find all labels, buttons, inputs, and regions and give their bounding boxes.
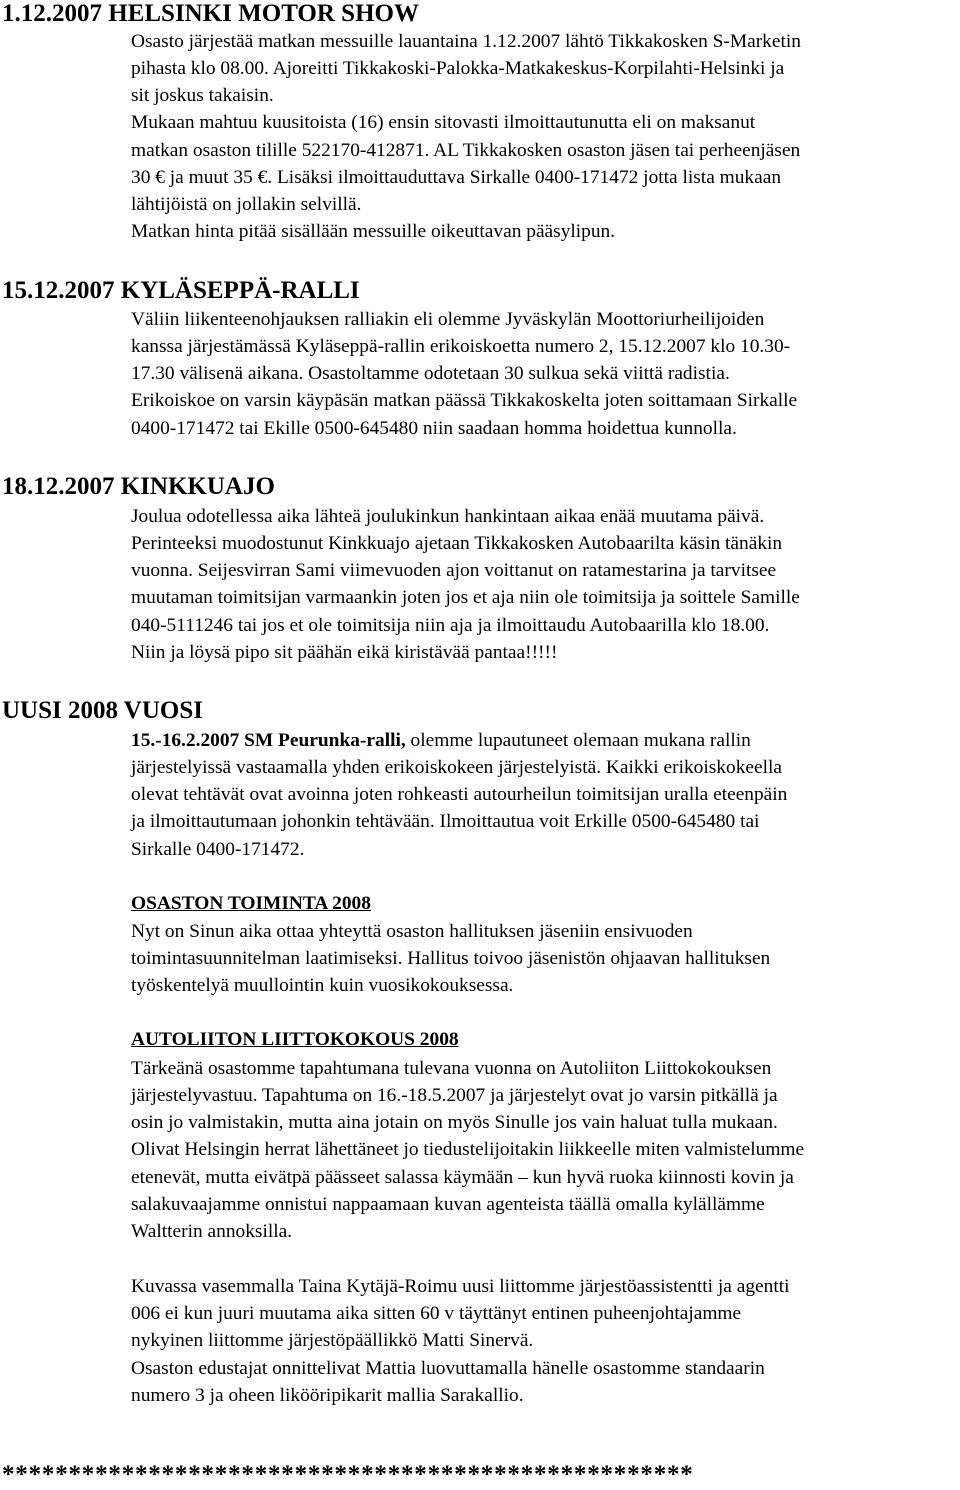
paragraph-line: Mukaan mahtuu kuusitoista (16) ensin sitovasti ilmoittautunutta eli on maksanut (131, 112, 756, 133)
event-text: olemme lupautuneet olemaan mukana rallin (405, 730, 751, 751)
paragraph-line: numero 3 ja oheen likööripikarit mallia Sarakallio. (131, 1385, 524, 1406)
paragraph-line: olevat tehtävät ovat avoinna joten rohkeasti autourheilun toimitsijan uralla eteenpäin (131, 784, 788, 805)
section-heading-uusi-vuosi: UUSI 2008 VUOSI (2, 697, 203, 724)
paragraph-line: nykyinen liittomme järjestöpäällikkö Matti Sinervä. (131, 1330, 534, 1351)
paragraph-line: Joulua odotellessa aika lähteä joulukinkun hankintaan aikaa enää muutama päivä. (131, 506, 765, 527)
paragraph-line: Tärkeänä osastomme tapahtumana tulevana vuonna on Autoliiton Liittokokouksen (131, 1058, 772, 1079)
paragraph-line: Osaston edustajat onnittelivat Mattia luovuttamalla hänelle osastomme standaarin (131, 1358, 765, 1379)
paragraph-line: Väliin liikenteenohjauksen ralliakin eli olemme Jyväskylän Moottoriurheilijoiden (131, 309, 765, 330)
subsection-heading-liittokokous: AUTOLIITON LIITTOKOKOUS 2008 (131, 1029, 459, 1050)
paragraph-line: Nyt on Sinun aika ottaa yhteyttä osaston hallituksen jäseniin ensivuoden (131, 921, 693, 942)
asterisk-separator: **************************************************** (2, 1461, 694, 1488)
section-heading-kinkkuajo: 18.12.2007 KINKKUAJO (2, 473, 275, 500)
paragraph-line: Erikoiskoe on varsin käypäsän matkan päässä Tikkakoskelta joten soittamaan Sirkalle (131, 390, 798, 411)
paragraph-line: Osasto järjestää matkan messuille lauantaina 1.12.2007 lähtö Tikkakosken S-Marketin (131, 31, 801, 52)
paragraph-line: Sirkalle 0400-171472. (131, 839, 305, 860)
event-title: 15.-16.2.2007 SM Peurunka-ralli, (131, 730, 406, 751)
paragraph-line: järjestelyvastuu. Tapahtuma on 16.-18.5.2007 ja järjestelyt ovat jo varsin pitkällä ja (131, 1085, 778, 1106)
paragraph-line: 30 € ja muut 35 €. Lisäksi ilmoittauduttava Sirkalle 0400-171472 jotta lista mukaan (131, 167, 782, 188)
paragraph-line: 0400-171472 tai Ekille 0500-645480 niin saadaan homma hoidettua kunnolla. (131, 418, 737, 439)
paragraph-line: 040-5111246 tai jos et ole toimitsija niin aja ja ilmoittaudu Autobaarilla klo 18.00. (131, 615, 770, 636)
paragraph-line (131, 727, 751, 754)
paragraph-line: Perinteeksi muodostunut Kinkkuajo ajetaan Tikkakosken Autobaarilta käsin tänäkin (131, 533, 783, 554)
paragraph-line: 17.30 välisenä aikana. Osastoltamme odotetaan 30 sulkua sekä viittä radistia. (131, 363, 730, 384)
paragraph-line: Matkan hinta pitää sisällään messuille oikeuttavan pääsylipun. (131, 221, 616, 242)
paragraph-line: ja ilmoittautumaan johonkin tehtävään. Ilmoittautua voit Erkille 0500-645480 tai (131, 811, 760, 832)
paragraph-line: Kuvassa vasemmalla Taina Kytäjä-Roimu uusi liittomme järjestöassistentti ja agentti (131, 1276, 790, 1297)
section-heading-ralli: 15.12.2007 KYLÄSEPPÄ-RALLI (2, 277, 360, 304)
paragraph-line: 006 ei kun juuri muutama aika sitten 60 v täyttänyt entinen puheenjohtajamme (131, 1303, 742, 1324)
paragraph-line: osin jo valmistakin, mutta aina jotain on myös Sinulle jos vain haluat tulla mukaan. (131, 1112, 778, 1133)
paragraph-line: etenevät, mutta eivätpä päässeet salassa käymään – kun hyvä ruoka kiinnosti kovin ja (131, 1167, 794, 1188)
paragraph-line: Waltterin annoksilla. (131, 1221, 293, 1242)
paragraph-line: toimintasuunnitelman laatimiseksi. Hallitus toivoo jäsenistön ohjaavan hallituksen (131, 948, 771, 969)
paragraph-line: Niin ja löysä pipo sit päähän eikä kiristävää pantaa!!!!! (131, 642, 558, 663)
paragraph-line: kanssa järjestämässä Kyläseppä-rallin erikoiskoetta numero 2, 15.12.2007 klo 10.30- (131, 336, 791, 357)
paragraph-line: Olivat Helsingin herrat lähettäneet jo tiedustelijoitakin liikkeelle miten valmistelumme (131, 1139, 805, 1160)
paragraph-line: järjestelyissä vastaamalla yhden erikoiskokeen järjestelyistä. Kaikki erikoiskokeella (131, 757, 782, 778)
paragraph-line: työskentelyä muullointin kuin vuosikokouksessa. (131, 975, 514, 996)
paragraph-line: vuonna. Seijesvirran Sami viimevuoden ajon voittanut on ratamestarina ja tarvitsee (131, 560, 777, 581)
paragraph-line: pihasta klo 08.00. Ajoreitti Tikkakoski-Palokka-Matkakeskus-Korpilahti-Helsinki ja (131, 58, 785, 79)
paragraph-line: muutaman toimitsijan varmaankin joten jos et aja niin ole toimitsija ja soittele Samille (131, 587, 800, 608)
paragraph-line: sit joskus takaisin. (131, 85, 274, 106)
paragraph-line: lähtijöistä on jollakin selvillä. (131, 194, 362, 215)
paragraph-line: matkan osaston tilille 522170-412871. AL Tikkakosken osaston jäsen tai perheenjäsen (131, 140, 801, 161)
subsection-heading-osaston-toiminta: OSASTON TOIMINTA 2008 (131, 893, 371, 914)
paragraph-line: salakuvaajamme onnistui nappaamaan kuvan agenteista täällä omalla kylällämme (131, 1194, 765, 1215)
section-heading-motor-show: 1.12.2007 HELSINKI MOTOR SHOW (2, 0, 419, 27)
